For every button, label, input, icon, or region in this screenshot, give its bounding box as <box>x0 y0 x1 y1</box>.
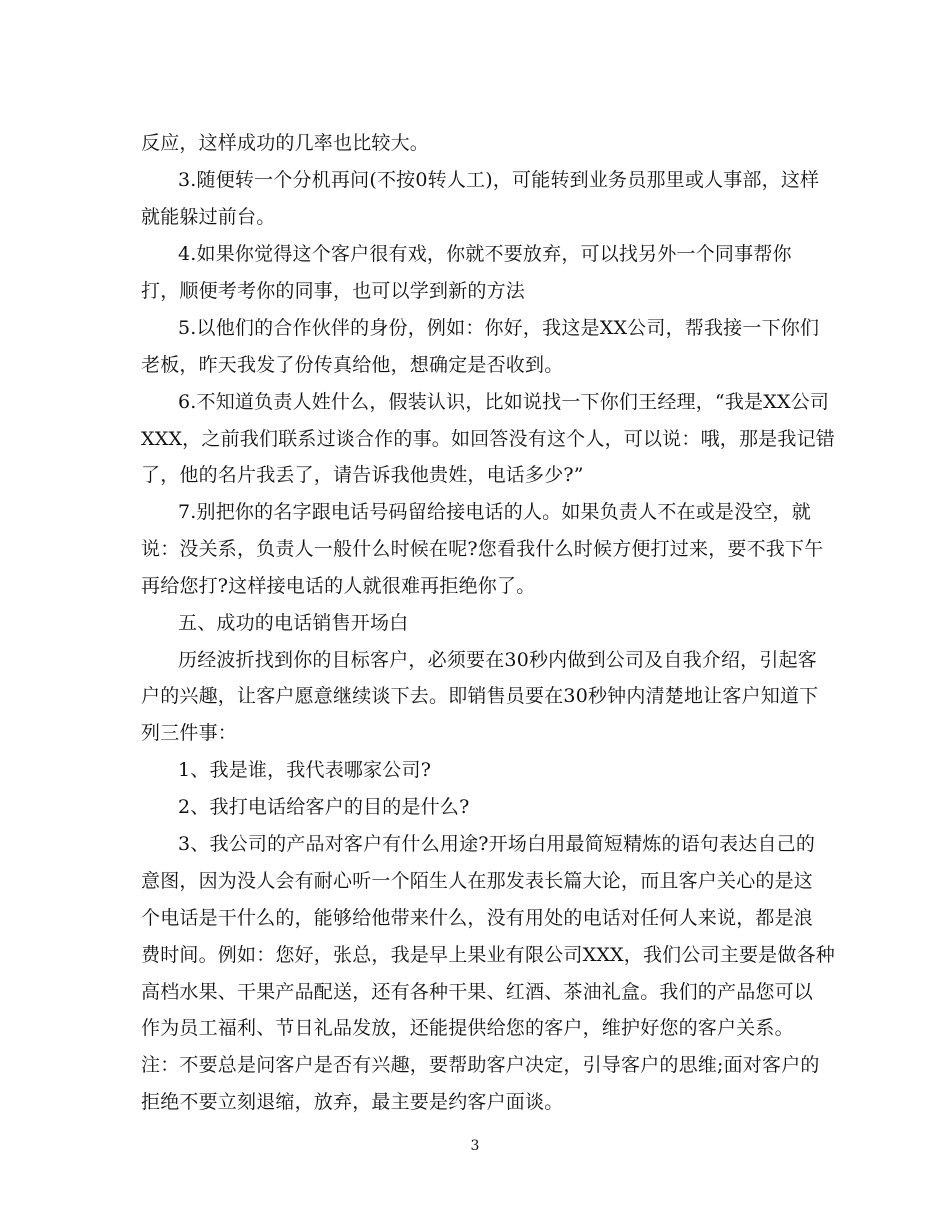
text-line: 7.别把你的名字跟电话号码留给接电话的人。如果负责人不在或是没空，就 <box>178 501 811 523</box>
text-line: 就能躲过前台。 <box>141 206 276 228</box>
text-line: XXX，之前我们联系过谈合作的事。如回答没有这个人，可以说：哦，那是我记错 <box>141 428 835 450</box>
text-line: 4.如果你觉得这个客户很有戏，你就不要放弃，可以找另外一个同事帮你 <box>178 243 792 265</box>
text-line: 3.随便转一个分机再问(不按0转人工)，可能转到业务员那里或人事部，这样 <box>178 169 820 191</box>
text-line: 打，顺便考考你的同事，也可以学到新的方法 <box>141 280 526 302</box>
text-line: 老板，昨天我发了份传真给他，想确定是否收到。 <box>141 354 564 376</box>
text-line: 户的兴趣，让客户愿意继续谈下去。即销售员要在30秒钟内清楚地让客户知道下 <box>141 685 819 707</box>
text-line: 意图，因为没人会有耐心听一个陌生人在那发表长篇大论，而且客户关心的是这 <box>141 870 814 892</box>
text-line: 说：没关系，负责人一般什么时候在呢?您看我什么时候方便打过来，要不我下午 <box>141 538 824 560</box>
note-line: 注：不要总是问客户是否有兴趣，要帮助客户决定，引导客户的思维;面对客户的 <box>141 1054 820 1076</box>
text-line: 历经波折找到你的目标客户，必须要在30秒内做到公司及自我介绍，引起客 <box>178 649 817 671</box>
text-line: 个电话是干什么的，能够给他带来什么，没有用处的电话对任何人来说，都是浪 <box>141 907 814 929</box>
text-line: 5.以他们的合作伙伴的身份，例如：你好，我这是XX公司，帮我接一下你们 <box>178 317 820 339</box>
list-item: 1、我是谁，我代表哪家公司? <box>178 759 432 781</box>
page-number: 3 <box>470 1138 480 1154</box>
text-line: 6.不知道负责人姓什么，假装认识，比如说找一下你们王经理，“我是XX公司 <box>178 391 830 413</box>
text-line: 列三件事： <box>141 722 238 744</box>
list-item: 3、我公司的产品对客户有什么用途?开场白用最简短精炼的语句表达自己的 <box>178 833 816 855</box>
text-line: 了，他的名片我丢了，请告诉我他贵姓，电话多少?” <box>141 464 584 486</box>
section-heading: 五、成功的电话销售开场白 <box>178 612 409 634</box>
text-line: 再给您打?这样接电话的人就很难再拒绝你了。 <box>141 575 536 597</box>
text-line: 反应，这样成功的几率也比较大。 <box>141 132 430 154</box>
list-item: 2、我打电话给客户的目的是什么? <box>178 796 470 818</box>
note-line: 拒绝不要立刻退缩，放弃，最主要是约客户面谈。 <box>141 1091 564 1113</box>
text-line: 作为员工福利、节日礼品发放，还能提供给您的客户，维护好您的客户关系。 <box>141 1017 794 1039</box>
text-line: 费时间。例如：您好，张总，我是早上果业有限公司XXX，我们公司主要是做各种 <box>141 944 835 966</box>
text-line: 高档水果、干果产品配送，还有各种干果、红酒、茶油礼盒。我们的产品您可以 <box>141 981 814 1003</box>
